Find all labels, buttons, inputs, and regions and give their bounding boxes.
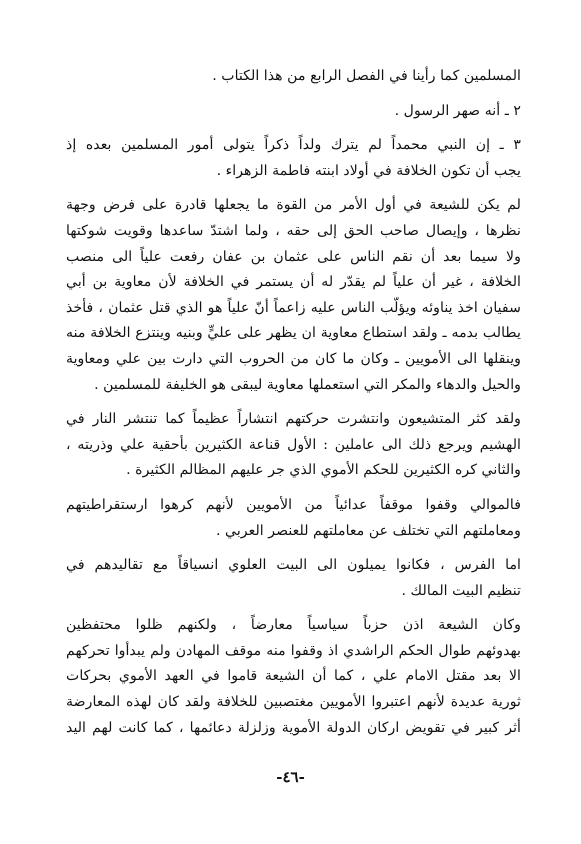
- text-line: ثورية عديدة لأنهم اعتبروا الأمويين مغتصبين للخلافة ولقد كان لهذه المعارضة: [66, 694, 521, 711]
- paragraph: [66, 64, 521, 90]
- text-line: اما الفرس ، فكانوا يميلون الى البيت العلوي انسياقاً مع تقاليدهم في: [66, 557, 521, 574]
- text-line: ٣ ـ إن النبي محمداً لم يترك ولداً ذكراً يتولى أمور المسلمين بعده إذ: [66, 137, 521, 154]
- page-number: -٤٦-: [276, 768, 305, 786]
- text-line: وكان الشيعة اذن حزباً سياسياً معارضاً ، ولكنهم ظلوا محتفظين: [66, 617, 521, 634]
- paragraph: [66, 99, 521, 125]
- text-line: يطالب بدمه ـ ولقد استطاع معاوية ان يظهر على عليٍّ وبنيه وينتزع الخلافة منه: [66, 325, 521, 342]
- text-line: ٢ ـ أنه صهر الرسول .: [394, 102, 521, 119]
- paragraph: [66, 407, 521, 484]
- text-line: ومعاملتهم التي تختلف عن معاملتهم للعنصر العربي .: [216, 522, 521, 539]
- text-line: ولقد كثر المتشيعون وانتشرت حركتهم انتشاراً عظيماً كما تنتشر النار في: [66, 411, 521, 428]
- text-line: فالموالي وقفوا موقفاً عدائياً من الأمويين لأنهم كرهوا ارستقراطيتهم: [66, 496, 521, 513]
- text-line: الا بعد مقتل الامام علي ، كما أن الشيعة قاموا في العهد الأموي بحركات: [66, 668, 521, 685]
- paragraph: [66, 133, 521, 184]
- paragraph: [66, 553, 521, 604]
- text-line: ولا سيما بعد أن نقم الناس على عثمان بن عفان رفعت علياً الى منصب: [66, 248, 521, 265]
- text-line: والحيل والدهاء والمكر التي استعملها معاوية ليبقى هو الخليفة للمسلمين .: [94, 376, 521, 393]
- text-line: بهدوئهم طوال الحكم الراشدي اذ وقفوا منه موقف المهادن ولم يبدأوا تحركهم: [66, 642, 521, 659]
- paragraph: [66, 613, 521, 741]
- paragraph: [66, 193, 521, 398]
- text-line: يجب أن تكون الخلافة في أولاد ابنته فاطمة الزهراء .: [216, 162, 521, 179]
- text-line: وينقلها الى الأمويين ـ وكان ما كان من الحروب التي دارت بين علي ومعاوية: [66, 350, 521, 367]
- body-text: [66, 64, 521, 741]
- text-line: المسلمين كما رأينا في الفصل الرابع من هذا الكتاب .: [212, 68, 521, 84]
- text-line: الهشيم ويرجع ذلك الى عاملين : الأول قناعة الكثيرين بأحقية علي وذريته ،: [66, 436, 521, 453]
- text-line: أثر كبير في تقويض اركان الدولة الأموية وزلزلة دعائمها ، كما كانت لهم اليد: [66, 719, 521, 736]
- text-line: الخلافة ، غير أن علياً لم يقدّر له أن يستمر في الخلافة لأن معاوية بن أبي: [66, 274, 521, 291]
- text-line: سفيان اخذ يناوئه ويؤلّب الناس عليه زاعماً أنّ علياً هو الذي قتل عثمان ، فأخذ: [66, 299, 521, 316]
- text-line: تنظيم البيت المالك .: [401, 582, 521, 599]
- text-line: نظرها ، وإيصال صاحب الحق إلى حقه ، ولما اشتدّ ساعدها وقويت شوكتها: [66, 222, 521, 239]
- paragraph: [66, 493, 521, 544]
- text-line: لم يكن للشيعة في أول الأمر من القوة ما يجعلها قادرة على فرض وجهة: [66, 197, 521, 214]
- text-line: والثاني كره الكثيرين للحكم الأموي الذي جر عليهم المظالم الكثيرة .: [126, 462, 521, 479]
